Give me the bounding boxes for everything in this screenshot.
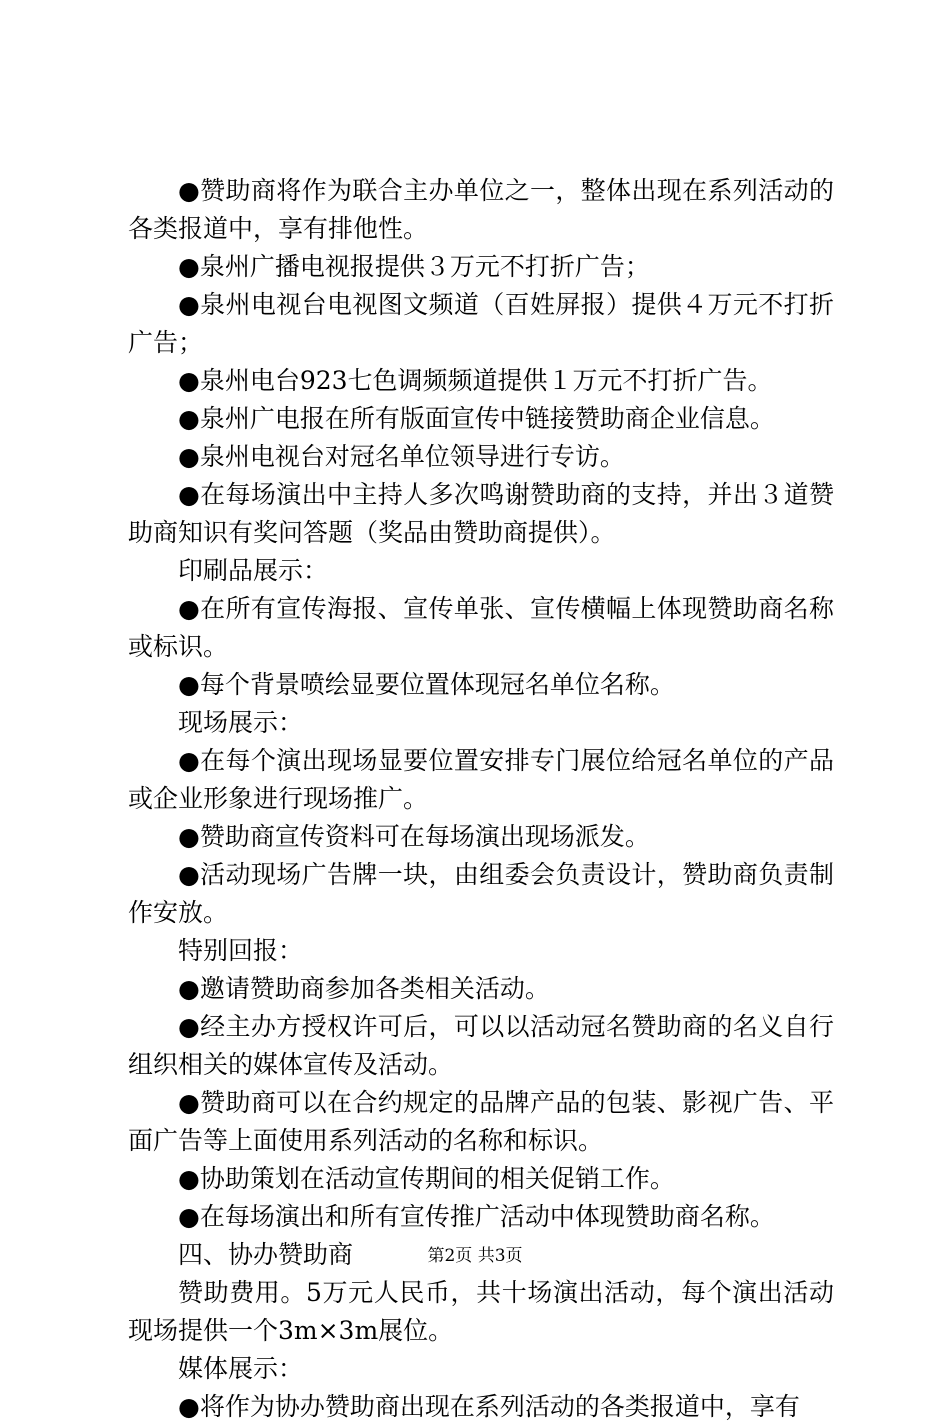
paragraph-invite: ●邀请赞助商参加各类相关活动。 (178, 974, 550, 1003)
paragraph-co-sponsor-reports: ●将作为协办赞助商出现在系列活动的各类报道中，享有 (178, 1392, 800, 1421)
section-heading-print: 印刷品展示： (178, 556, 329, 585)
paragraph-materials: ●赞助商宣传资料可在每场演出现场派发。 (178, 822, 650, 851)
section-heading-onsite: 现场展示： (178, 708, 304, 737)
paragraph-authorization: ●经主办方授权许可后，可以以活动冠名赞助商的名义自行组织相关的媒体宣传及活动。 (128, 1012, 834, 1079)
paragraph-sponsor-co-organizer: ●赞助商将作为联合主办单位之一，整体出现在系列活动的各类报道中，享有排他性。 (128, 176, 834, 243)
paragraph-broadcast-newspaper-ad: ●泉州广播电视报提供３万元不打折广告； (178, 252, 650, 281)
paragraph-billboard: ●活动现场广告牌一块，由组委会负责设计，赞助商负责制作安放。 (128, 860, 834, 927)
paragraph-fee: 赞助费用。5万元人民币，共十场演出活动，每个演出活动现场提供一个3m×3m展位。 (128, 1278, 834, 1345)
paragraph-booth: ●在每个演出现场显要位置安排专门展位给冠名单位的产品或企业形象进行现场推广。 (128, 746, 834, 813)
paragraph-tv-teletext-ad: ●泉州电视台电视图文频道（百姓屏报）提供４万元不打折广告； (128, 290, 834, 357)
paragraph-tv-interview: ●泉州电视台对冠名单位领导进行专访。 (178, 442, 625, 471)
paragraph-sponsor-name: ●在每场演出和所有宣传推广活动中体现赞助商名称。 (178, 1202, 775, 1231)
paragraph-newspaper-link: ●泉州广电报在所有版面宣传中链接赞助商企业信息。 (178, 404, 775, 433)
paragraph-host-thanks: ●在每场演出中主持人多次鸣谢赞助商的支持，并出３道赞助商知识有奖问答题（奖品由赞助商提供）。 (128, 480, 834, 547)
document-body (128, 172, 834, 1426)
paragraph-posters: ●在所有宣传海报、宣传单张、宣传横幅上体现赞助商名称或标识。 (128, 594, 834, 661)
paragraph-packaging: ●赞助商可以在合约规定的品牌产品的包装、影视广告、平面广告等上面使用系列活动的名称和标识。 (128, 1088, 834, 1155)
section-heading-co-sponsor: 四、协办赞助商 (178, 1240, 354, 1269)
paragraph-radio-ad: ●泉州电台923七色调频频道提供１万元不打折广告。 (178, 366, 773, 395)
page-number-footer: 第2页 共3页 (427, 1246, 523, 1266)
paragraph-promotion: ●协助策划在活动宣传期间的相关促销工作。 (178, 1164, 675, 1193)
paragraph-backdrop: ●每个背景喷绘显要位置体现冠名单位名称。 (178, 670, 675, 699)
section-heading-media: 媒体展示： (178, 1354, 304, 1383)
section-heading-special: 特别回报： (178, 936, 304, 965)
